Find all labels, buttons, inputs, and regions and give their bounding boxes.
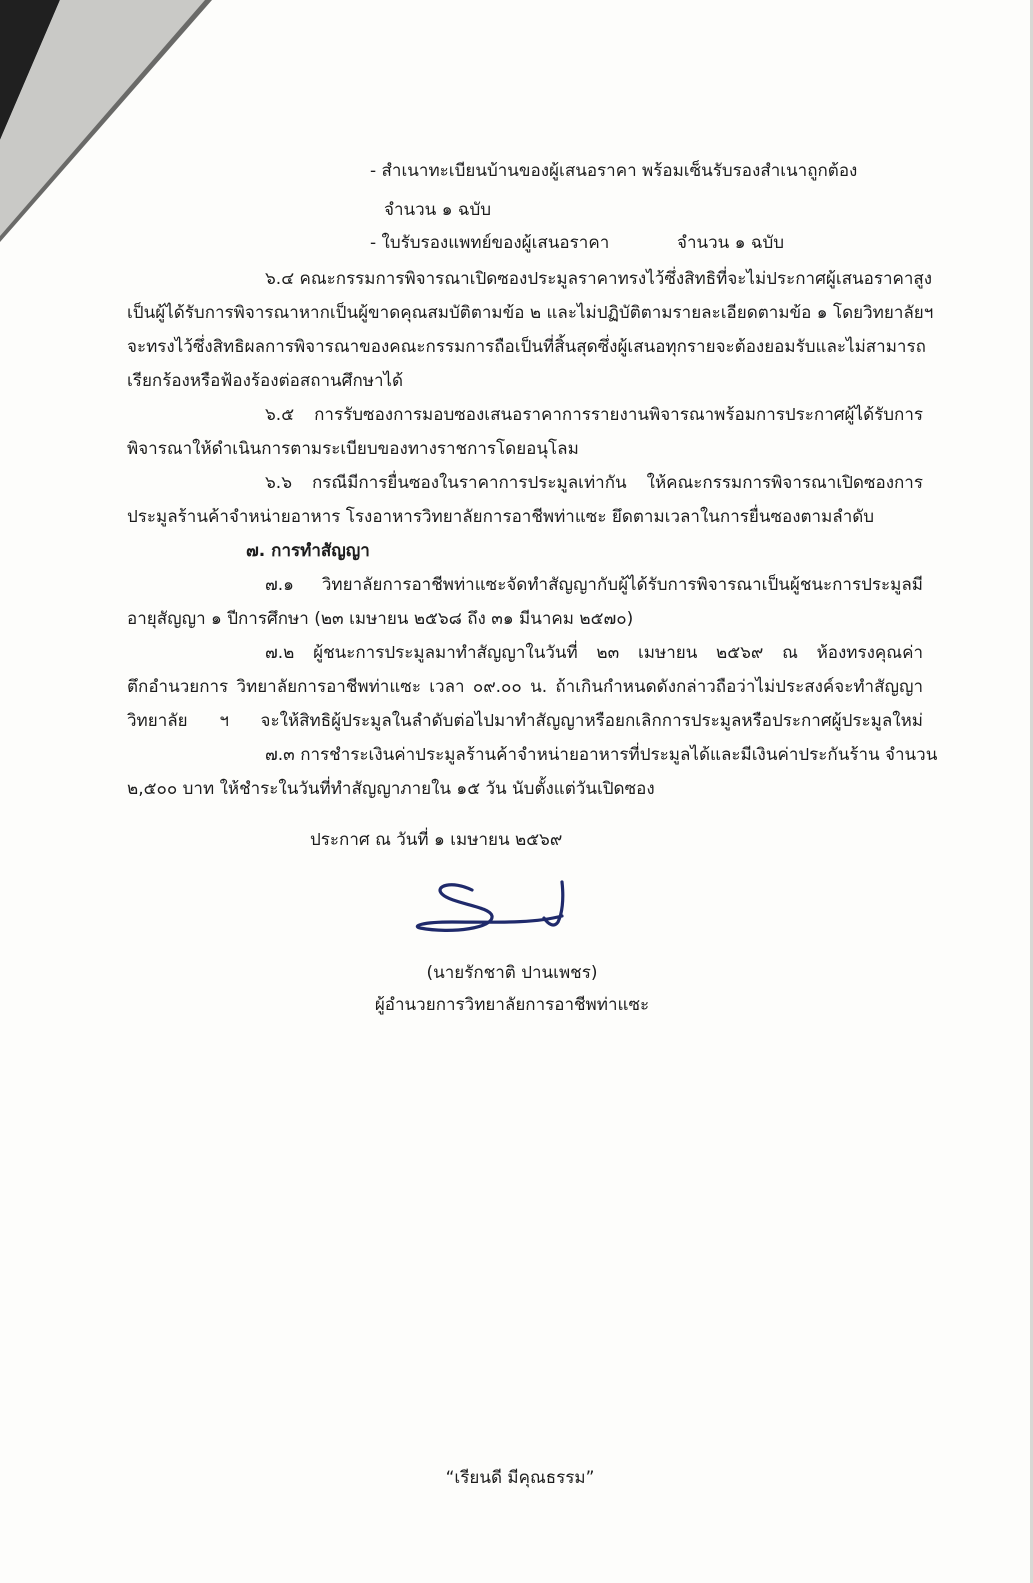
clause-7-2-line-3: วิทยาลัย ฯ จะให้สิทธิผู้ประมูลในลำดับต่อไปมาทำสัญญาหรือยกเลิกการประมูลหรือประกาศผู้ประมูลใหม่ xyxy=(127,711,923,731)
doc-item-1 xyxy=(370,160,857,182)
doc-item-2-count: จำนวน ๑ ฉบับ xyxy=(677,233,785,253)
clause-6-4-line-4: เรียกร้องหรือฟ้องร้องต่อสถานศึกษาได้ xyxy=(127,371,404,391)
clause-6-4-line-2: เป็นผู้ได้รับการพิจารณาหากเป็นผู้ขาดคุณสมบัติตามข้อ ๒ และไม่ปฏิบัติตามรายละเอียดตามข้อ ๑ โดยวิทยาลัยฯ xyxy=(127,303,934,323)
signer-name: (นายรักชาติ ปานเพชร) xyxy=(426,963,598,983)
clause-6-5-line-2: พิจารณาให้ดำเนินการตามระเบียบของทางราชการโดยอนุโลม xyxy=(127,439,579,459)
doc-item-2-text: ใบรับรองแพทย์ของผู้เสนอราคา xyxy=(381,233,610,253)
section-7-heading: ๗. การทำสัญญา xyxy=(246,541,370,561)
signer-position: ผู้อำนวยการวิทยาลัยการอาชีพท่าแซะ xyxy=(374,995,650,1015)
clause-6-5-line-1: ๖.๕ การรับซองการมอบซองเสนอราคาการรายงานพิจารณาพร้อมการประกาศผู้ได้รับการ xyxy=(265,405,923,425)
clause-6-4-line-1: ๖.๔ คณะกรรมการพิจารณาเปิดซองประมูลราคาทรงไว้ซึ่งสิทธิที่จะไม่ประกาศผู้เสนอราคาสูง xyxy=(265,269,933,289)
announcement-date: ประกาศ ณ วันที่ ๑ เมษายน ๒๕๖๙ xyxy=(310,830,563,850)
clause-6-6-line-1: ๖.๖ กรณีมีการยื่นซองในราคาการประมูลเท่ากัน ให้คณะกรรมการพิจารณาเปิดซองการ xyxy=(265,473,923,493)
clause-7-2-line-2: ตึกอำนวยการ วิทยาลัยการอาชีพท่าแซะ เวลา ๐๙.๐๐ น. ถ้าเกินกำหนดดังกล่าวถือว่าไม่ประสงค์จะทำสัญญา xyxy=(127,677,923,697)
doc-item-2 xyxy=(370,232,609,254)
doc-item-1-bullet: - xyxy=(370,161,377,181)
clause-7-1-line-1: ๗.๑ วิทยาลัยการอาชีพท่าแซะจัดทำสัญญากับผู้ได้รับการพิจารณาเป็นผู้ชนะการประมูลมี xyxy=(265,575,923,595)
doc-item-1-count: จำนวน ๑ ฉบับ xyxy=(384,200,492,220)
doc-item-2-bullet: - xyxy=(370,233,377,253)
footer-motto: “เรียนดี มีคุณธรรม” xyxy=(445,1468,595,1488)
clause-7-3-line-2: ๒,๕๐๐ บาท ให้ชำระในวันที่ทำสัญญาภายใน ๑๕ วัน นับตั้งแต่วันเปิดซอง xyxy=(127,779,655,799)
clause-7-3-line-1: ๗.๓ การชำระเงินค่าประมูลร้านค้าจำหน่ายอาหารที่ประมูลได้และมีเงินค่าประกันร้าน จำนวน xyxy=(265,745,938,765)
clause-6-6-line-2: ประมูลร้านค้าจำหน่ายอาหาร โรงอาหารวิทยาลัยการอาชีพท่าแซะ ยึดตามเวลาในการยื่นซองตามลำดับ xyxy=(127,507,875,527)
clause-6-4-line-3: จะทรงไว้ซึ่งสิทธิผลการพิจารณาของคณะกรรมการถือเป็นที่สิ้นสุดซึ่งผู้เสนอทุกรายจะต้องยอมรับและไม่สามารถ xyxy=(127,337,926,357)
handwritten-signature xyxy=(412,872,592,942)
clause-7-1-line-2: อายุสัญญา ๑ ปีการศึกษา (๒๓ เมษายน ๒๕๖๘ ถึง ๓๑ มีนาคม ๒๕๗๐) xyxy=(127,609,634,629)
clause-7-2-line-1: ๗.๒ ผู้ชนะการประมูลมาทำสัญญาในวันที่ ๒๓ เมษายน ๒๕๖๙ ณ ห้องทรงคุณค่า xyxy=(265,643,923,663)
doc-item-1-text: สำเนาทะเบียนบ้านของผู้เสนอราคา พร้อมเซ็นรับรองสำเนาถูกต้อง xyxy=(381,161,858,181)
